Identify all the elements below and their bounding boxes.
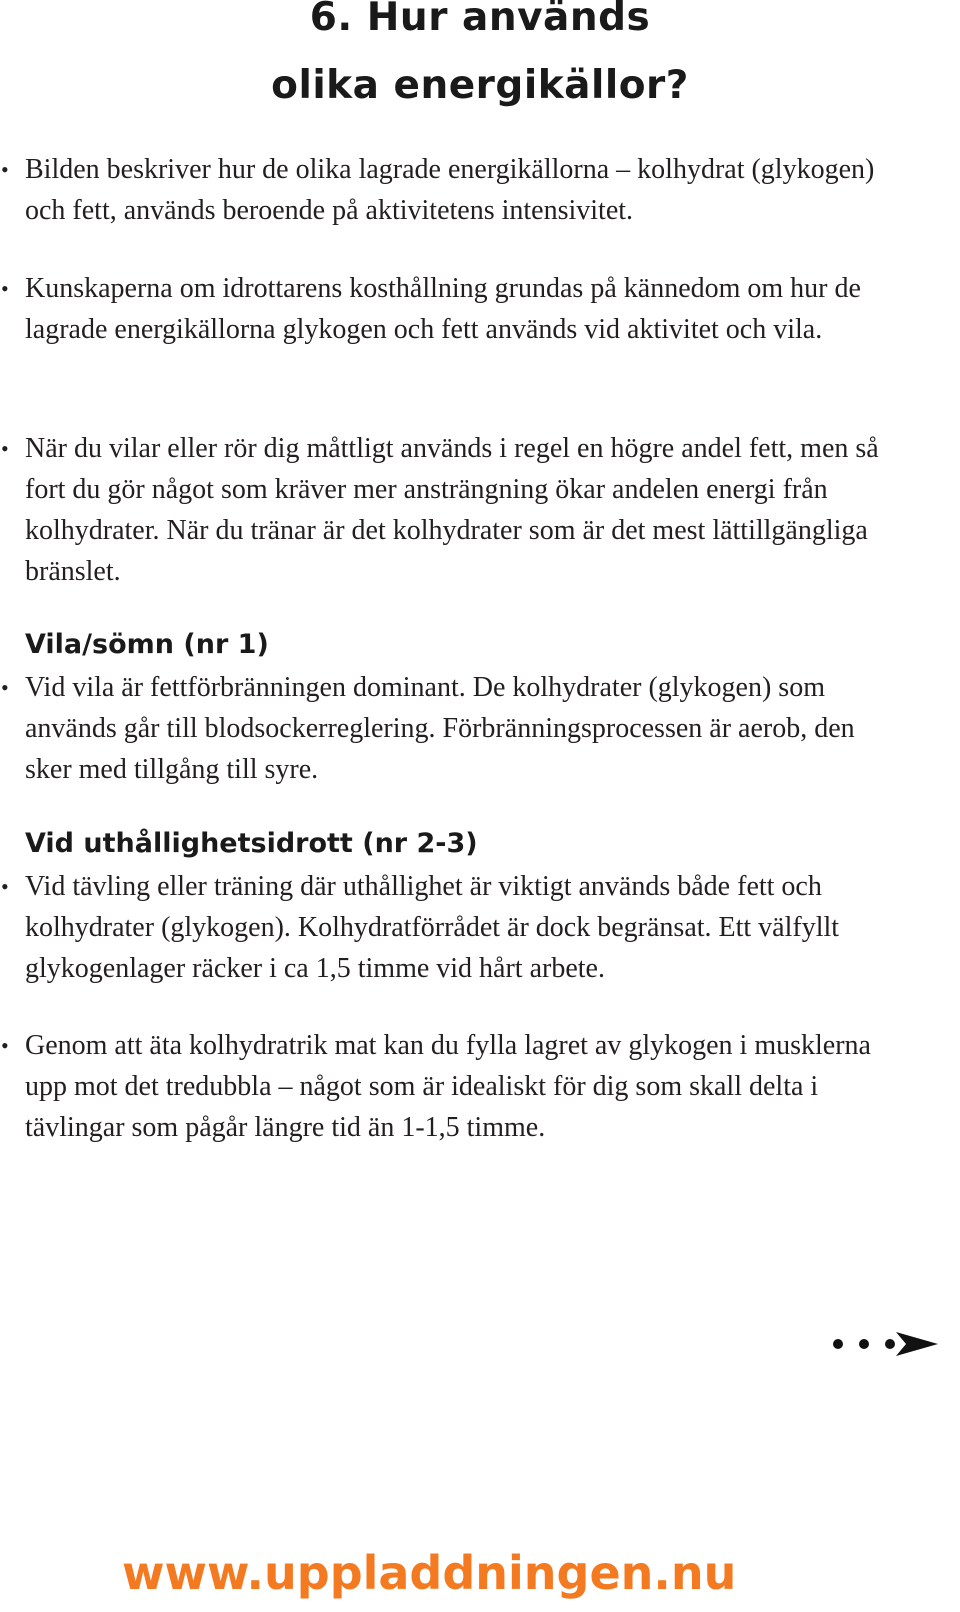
list-item [0, 866, 880, 989]
list-item [0, 268, 880, 350]
bullet-icon: • [1, 874, 9, 899]
list-item [0, 149, 880, 231]
website-url[interactable]: www.uppladdningen.nu [122, 1546, 737, 1600]
section-heading-rest: Vila/sömn (nr 1) [25, 629, 269, 660]
dots-arrow-right-icon[interactable] [830, 1320, 950, 1366]
bullet-text: Vid tävling eller träning där uthållighet är viktigt används både fett och kolhydrater (glykogen). Kolhydratförrådet är dock begränsat. Ett välfyllt glykogenlager räcker i ca 1,5 timme vid hårt arbete. [25, 871, 840, 984]
list-item [0, 667, 880, 790]
bullet-text: När du vilar eller rör dig måttligt används i regel en högre andel fett, men så fort du gör något som kräver mer ansträngning ökar andelen energi från kolhydrater. När du tränar är det kolhydrater som är det mest lättillgängliga bränslet. [25, 433, 879, 587]
bullet-icon: • [1, 1033, 9, 1058]
bullet-icon: • [1, 675, 9, 700]
section-heading-endurance: Vid uthållighetsidrott (nr 2-3) [25, 828, 478, 859]
bullet-text: Vid vila är fettförbränningen dominant. De kolhydrater (glykogen) som används går till blodsockerreglering. Förbränningsprocessen är aerob, den sker med tillgång till syre. [25, 672, 855, 785]
list-item [0, 1025, 880, 1148]
bullet-text: Genom att äta kolhydratrik mat kan du fylla lagret av glykogen i musklerna upp mot det tredubbla – något som är idealiskt för dig som skall delta i tävlingar som pågår längre tid än 1-1,5 timme. [25, 1030, 871, 1143]
bullet-icon: • [1, 436, 9, 461]
page-title-line-1: 6. Hur används [309, 0, 651, 40]
bullet-text: Kunskaperna om idrottarens kosthållning grundas på kännedom om hur de lagrade energikällorna glykogen och fett används vid aktivitet och vila. [25, 273, 861, 345]
page-title-line-2: olika energikällor? [271, 63, 689, 108]
bullet-icon: • [1, 157, 9, 182]
list-item [0, 428, 880, 592]
bullet-icon: • [1, 276, 9, 301]
bullet-text: Bilden beskriver hur de olika lagrade energikällorna – kolhydrat (glykogen) och fett, används beroende på aktivitetens intensivitet. [25, 154, 875, 226]
